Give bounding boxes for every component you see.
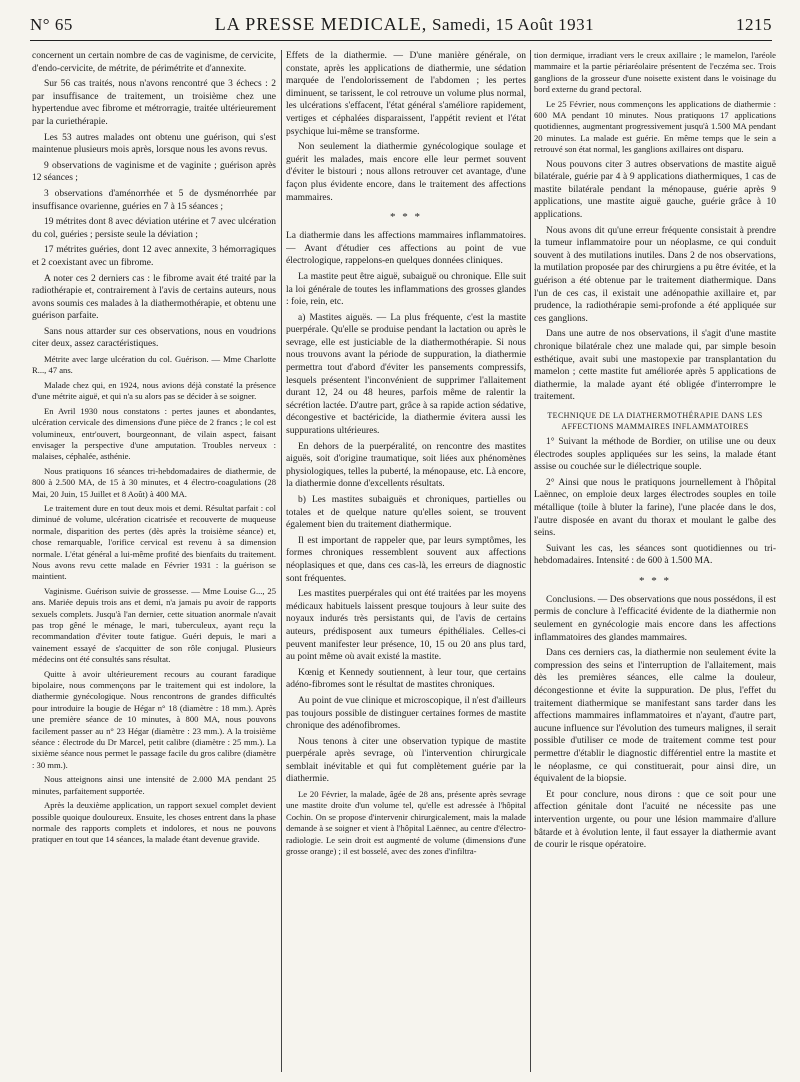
paragraph: La diathermie dans les affections mammaires inflammatoires. — Avant d'étudier ces affections au point de vue électrologique, rappelons-en quelques données cliniques. — [286, 231, 526, 267]
paragraph: Après la deuxième application, un rapport sexuel complet devient possible quoique douloureux. Ensuite, les choses entrent dans la phase normale des rapports complets et indolores, et nous ne pouvons pratiquer en tout que 14 séances, la malade étant devenue gravide. — [32, 800, 276, 845]
paragraph: Suivant les cas, les séances sont quotidiennes ou tri-hebdomadaires. Intensité : de 600 à 1.500 MA. — [534, 543, 776, 567]
paragraph: Le 25 Février, nous commençons les applications de diathermie : 600 MA pendant 10 minutes. Nous pratiquons 17 applications quotidiennes, augmentant progressivement jusqu'à 1.500 MA pendant 20 minutes. La malade est guérie. En même temps que le sein a retrouvé son état normal, les ganglions axillaires ont disparu. — [534, 98, 776, 155]
column-3 — [534, 50, 776, 1072]
section-separator: * * * — [390, 211, 422, 224]
paragraph: 2° Ainsi que nous le pratiquons journellement à l'hôpital Laënnec, on emploie deux larges électrodes souples en toile métallique (toile à bluter la farine), l'une placée dans le dos, l'autre disposée en avant du thorax et moulant le galbe des seins. — [534, 477, 776, 539]
paragraph: Le traitement dure en tout deux mois et demi. Résultat parfait : col diminué de volume, ulcération cicatrisée et recouverte de muqueuse normale, disparition des pertes (dès après la troisième séance) et, chose remarquable, l'orifice cervical est revenu à sa dimension normale. L'état général a lui-même profité des bienfaits du traitement. Nous avons revu cette malade en Février 1931 : la guérison se maintient. — [32, 502, 276, 582]
column-divider — [530, 50, 531, 1072]
header-rule — [30, 40, 772, 41]
paragraph: Nous pouvons citer 3 autres observations de mastite aiguë bilatérale, guérie par 4 à 9 applications diathermiques, 1 cas de mastite bilatérale pendant la ménopause, guérie après 9 applications, une mastite aiguë gauche, guérie grâce à 10 applications. — [534, 159, 776, 221]
paragraph: Effets de la diathermie. — D'une manière générale, on constate, après les applications de diathermie, une sédation marquée de l'endolorissement de l'abdomen ; les pertes diminuent, se tarissent, le col retrouve un volume plus normal, les ulcérations s'effacent, l'état général s'améliore rapidement, vertiges et céphalées disparaissent, l'appétit revient et l'état psychique lui-même se transforme. — [286, 51, 526, 137]
paragraph: a) Mastites aiguës. — La plus fréquente, c'est la mastite puerpérale. Qu'elle se produise pendant la lactation ou après le sevrage, elle est justiciable de la diathermothérapie. Si nous nous trouvons avant la période de suppuration, la diathermie permettra tout d'abord d'éviter les pansements compressifs, lesquels présentent l'inconvénient de supprimer l'allaitement durant 12, 24 ou 48 heures, parfois même de ralentir la sécrétion lactée. D'autre part, grâce à sa rapide action sédative, décongestive et bactéricide, la diathermie évitera aussi les suppurations ultérieures. — [286, 312, 526, 437]
paragraph: Dans ces derniers cas, la diathermie non seulement évite la compression des seins et l'interruption de l'allaitement, mais dès les premières séances, elle calme la douleur, décongestionne et évite la suppuration. De plus, l'effet du traitement diathermique se manifestant sans tarder dans les affections mammaires inflammatoires et n'ayant, d'autre part, aucune influence sur l'évolution des tumeurs malignes, il serait possible d'utiliser ce mode de traitement comme test pour permettre d'établir le diagnostic différentiel entre la mastite et le néoplasme, ce qui constituerait, pour ainsi dire, un équivalent de la biopsie. — [534, 648, 776, 785]
paragraph: Il est important de rappeler que, par leurs symptômes, les formes chroniques ressemblent souvent aux affections néoplasiques et que, dans ces cas-là, les erreurs de diagnostic sont fréquentes. — [286, 535, 526, 584]
paragraph: 1° Suivant la méthode de Bordier, on utilise une ou deux électrodes souples appliquées sur les seins, la malade étant assise ou couchée sur le diélectrique souple. — [534, 436, 776, 473]
issue-date: Samedi, 15 Août 1931 — [432, 15, 595, 34]
paragraph: 9 observations de vaginisme et de vaginite ; guérison après 12 séances ; — [32, 160, 276, 184]
paragraph: Le 20 Février, la malade, âgée de 28 ans, présente après sevrage une mastite droite d'un volume tel, qu'elle est adressée à l'hôpital Cochin. On se propose d'intervenir chirurgicalement, mais la malade demande à se soigner et vient à l'hôpital Laënnec, au centre d'électro-radiologie. Le sein droit est augmenté de volume (dimensions d'une grosse orange) ; il est bosselé, avec des zones d'infiltra- — [286, 789, 526, 857]
paragraph: concernent un certain nombre de cas de vaginisme, de cervicite, d'endo-cervicite, de métrite, de périmétrite et d'annexite. — [32, 51, 276, 74]
column-1 — [32, 50, 276, 1072]
paragraph: tion dermique, irradiant vers le creux axillaire ; le mamelon, l'aréole mammaire et la partie périaréolaire présentent de l'eczéma sec. Trois ganglions de la grosseur d'une noisette existent dans le voisinage du bord externe du grand pectoral. — [534, 50, 776, 95]
paragraph: Vaginisme. Guérison suivie de grossesse. — Mme Louise G..., 25 ans. Mariée depuis trois ans et demi, n'a jamais pu avoir de rapports sexuels complets. Jusqu'à l'an dernier, cette situation anormale n'avait pas trop gêné le ménage, le mari, tuberculeux, ayant reçu la recommandation d'éviter toute fatigue. Guéri depuis, le mari a vainement essayé de s'acquitter de son rôle conjugal. Plusieurs médecins ont été consultés sans résultat. — [32, 585, 276, 665]
paragraph: Conclusions. — Des observations que nous possédons, il est permis de conclure à l'efficacité évidente de la diathermie non seulement en gynécologie mais encore dans les affections inflammatoires des glandes mammaires. — [534, 594, 776, 643]
paragraph: Nous avons dit qu'une erreur fréquente consistait à prendre la tumeur inflammatoire pour un néoplasme, ce qui conduit souvent à des mutilations inutiles. Dans 2 de nos observations, la mutilation proposée par des chirurgiens a pu être évitée, et la guérison a été obtenue par le traitement diathermique. Dans l'un de ces cas, il existait une adénopathie axillaire et, par prudence, la radiothérapie semi-profonde a été appliquée sur ces ganglions. — [534, 225, 776, 324]
paragraph: b) Les mastites subaiguës et chroniques, partielles ou totales et de quelque nature qu'elles soient, se trouvent également bien du traitement diathermique. — [286, 495, 526, 531]
column-2 — [286, 50, 526, 1072]
paragraph: Non seulement la diathermie gynécologique soulage et guérit les malades, mais encore elle leur permet souvent d'éviter le bistouri ; nous allons retrouver cet avantage, d'une façon plus évidente encore, dans le traitement des affections mammaires. — [286, 142, 526, 203]
paragraph: Au point de vue clinique et microscopique, il n'est d'ailleurs pas toujours possible de distinguer certaines formes de mastite chronique des adénofibromes. — [286, 695, 526, 732]
paragraph: Dans une autre de nos observations, il s'agit d'une mastite chronique bilatérale chez une malade qui, par simple besoin esthétique, avait subi une mastopexie par transplantation du mamelon ; cette mastite fut améliorée après 5 applications de diathermie, la malade ayant été obligée d'interrompre le traitement. — [534, 329, 776, 403]
paragraph: Malade chez qui, en 1924, nous avions déjà constaté la présence d'une métrite aiguë, et qui n'a su alors pas se décider à se soigner. — [32, 379, 276, 402]
issue-number: N° 65 — [30, 15, 73, 34]
column-divider — [281, 50, 282, 1072]
paragraph: Nous tenons à citer une observation typique de mastite puerpérale après sevrage, où l'intervention chirurgicale semblait inévitable et qui fut complètement guérie par la diathermie. — [286, 736, 526, 785]
paragraph: En dehors de la puerpéralité, on rencontre des mastites aiguës, soit d'origine traumatique, soit liées aux phénomènes physiologiques, telles la puberté, la ménopause, etc. Là encore, la diathermie donne d'excellents résultats. — [286, 441, 526, 490]
paragraph: La mastite peut être aiguë, subaiguë ou chronique. Elle suit la loi générale de toutes les inflammations des grosses glandes : foie, rein, etc. — [286, 271, 526, 308]
paragraph: A noter ces 2 derniers cas : le fibrome avait été traité par la radiothérapie et, contrairement à l'avis de certains auteurs, nous avons soumis ces malades à la diathermothérapie, et obtenu une guérison parfaite. — [32, 273, 276, 322]
paragraph: Nous pratiquons 16 séances tri-hebdomadaires de diathermie, de 800 à 2.500 MA, de 15 à 30 minutes, et 4 électro-coagulations (28 Mai, 20 Juin, 15 Juillet et 8 Août) à 400 MA. — [32, 465, 276, 499]
masthead — [73, 14, 736, 35]
paragraph: Les mastites puerpérales qui ont été traitées par les moyens médicaux habituels laissent presque toujours à leur suite des noyaux indurés très persistants qui, de l'avis de certains auteurs, prédisposent aux tumeurs épithéliales. Celles-ci peuvent manifester leur présence, 10, 15 ou 20 ans plus tard, au point même où avait existé la mastite. — [286, 589, 526, 663]
paragraph: Quitte à avoir ultérieurement recours au courant faradique bipolaire, nous commençons par le traitement qui est indolore, la diathermie gynécologique. Nous rencontrons de grandes difficultés pour introduire la bougie de Hégar n° 18 (diamètre : 18 mm.). Après une première séance de 10 minutes, à 800 MA, nous pouvons facilement passer au n° 23 Hégar (diamètre : 23 mm.). A la troisième séance : électrode du Dr Marcel, petit calibre (diamètre : 25 mm.). La sixième séance nous permet le passage facile du gros calibre (diamètre : 30 mm.). — [32, 668, 276, 770]
paragraph: 19 métrites dont 8 avec déviation utérine et 7 avec ulcération du col, guéries ; persiste seule la déviation ; — [32, 217, 276, 240]
paragraph: En Avril 1930 nous constatons : pertes jaunes et abondantes, ulcération cervicale des dimensions d'une pièce de 2 francs ; le col est volumineux, entr'ouvert, bourgeonnant, de vilain aspect, faisant envisager la perspective d'une amputation. Troubles nerveux : malaises, céphalée, asthénie. — [32, 405, 276, 462]
paragraph: Et pour conclure, nous dirons : que ce soit pour une affection génitale dont l'acuité ne nécessite pas une intervention urgente, ou pour une lésion mammaire d'allure bâtarde et à évolution lente, il faut essayer la diathermie avant de courir le risque opératoire. — [534, 789, 776, 851]
paragraph: 17 métrites guéries, dont 12 avec annexite, 3 hémorragiques et 2 coexistant avec un fibrome. — [32, 245, 276, 268]
page-number: 1215 — [736, 15, 772, 34]
paragraph: 3 observations d'aménorrhée et 5 de dysménorrhée par insuffisance ovarienne, guéries en 7 à 15 séances ; — [32, 188, 276, 212]
journal-title: LA PRESSE MEDICALE, — [214, 14, 428, 34]
section-separator: * * * — [639, 574, 671, 587]
paragraph: Kœnig et Kennedy soutiennent, à leur tour, que certains adéno-fibromes sont le résultat de mastites chroniques. — [286, 667, 526, 691]
page-header — [30, 14, 772, 38]
paragraph: Sans nous attarder sur ces observations, nous en voudrions citer deux, assez caractéristiques. — [32, 326, 276, 350]
paragraph: Métrite avec large ulcération du col. Guérison. — Mme Charlotte R..., 47 ans. — [32, 354, 276, 376]
section-heading: TECHNIQUE DE LA DIATHERMOTHÉRAPIE DANS LES AFFECTIONS MAMMAIRES INFLAMMATOIRES — [547, 410, 763, 431]
paragraph: Sur 56 cas traités, nous n'avons rencontré que 3 échecs : 2 par insuffisance de traitement, un troisième chez une hypertendue avec fibrome et métrorragie, traitée ultérieurement par la curiethérapie. — [32, 79, 276, 127]
paragraph: Les 53 autres malades ont obtenu une guérison, qui s'est maintenue plusieurs mois après, lorsque nous les avons revus. — [32, 132, 276, 156]
paragraph: Nous atteignons ainsi une intensité de 2.000 MA pendant 25 minutes, parfaitement supportée. — [32, 774, 276, 796]
